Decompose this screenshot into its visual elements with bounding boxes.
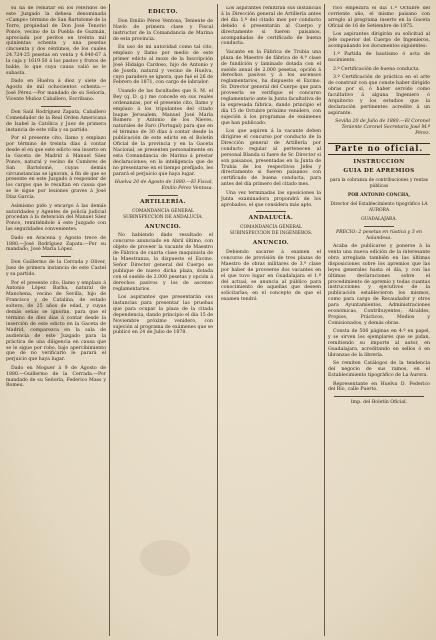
paragraph: Consta de 506 páginas en 4.º en papel, y se sirven los ejemplares que se pidan, remitiendo su importe al autor, en Guadalajara, acreditando en sellos ó en libranzas de la librería. <box>328 329 430 358</box>
section-subheading: Director del Establecimiento tipográfico LA AURORA <box>330 202 428 213</box>
separator <box>41 106 71 107</box>
paragraph: Acaba de publicarse y ponerse á la venta una nueva edición de la interesante obra arreglada también en las últimas disposiciones sobre los apremios que las leyes generales hasta el día, y con las últimas declaraciones sobre el procedimiento de apremio y todas cuantas instrucciones y ejecutivos de la publicación establecieron los mismos, como para cargo de Recaudador y otros para Ayuntamientos, Administraciones económicas, Contribuyentes, Alcaldes, Propios, Prácticos, Medios y Comisionados, y demás obras. <box>328 244 430 326</box>
column-rule <box>217 4 218 636</box>
printer-footer: Imp. del Boletín Oficial. <box>350 400 408 406</box>
paragraph: Por el presente cito, llamo y emplazo á Antonio López Barba, natural de Manchena, vecino de Sevilla, hijo de Francisco y de Catalina, de estado soltero, de 25 años de edad, y cuyas demás señas se ignoran, para que el término de diez días á contar desde la inserción de este edicto en la Gaceta de Madrid, comparezca en la sala de audiencia de este Juzgado para la práctica de una diligencia en causa que se le sigue por robo, bajo apercibimiento que de no verificarlo le parará el perjuicio que haya lugar. <box>6 280 106 363</box>
separator <box>148 195 178 196</box>
separator <box>41 256 71 257</box>
section-heading: ANDALUCÍA. <box>248 215 294 222</box>
column-4 <box>328 6 430 634</box>
signature-line: Sevilla 20 de Julio de 1880.—El Coronel Teniente Coronel Secretario José M.ª Pérez. <box>335 118 430 136</box>
column-1 <box>6 6 106 634</box>
paragraph: Asimismo pido y encargo á las demás autoridades y Agentes de policía judicial procedan á la detención del Manuel Sáez Ponce, remitiéndole á este Juzgado con las seguridades convenientes. <box>6 203 106 233</box>
separator <box>364 226 394 227</box>
paragraph: 3.º Certificación de práctica en el arte de construir con que conste haber dirigido obras por sí, ó haber servido como facultativo á alguna Ingeniero ó Arquitecto y los estudios que la declaración pertinentes acredite á un aspirante. <box>328 75 430 116</box>
section-subheading: COMANDANCIA GENERAL SUBINSPECCION DE ANDALUCÍA. <box>123 208 203 220</box>
paragraph: Representante en Huelva D. Federico del Río, calle Puerto. <box>328 381 430 393</box>
paragraph: Dado en Aracena y Agosto trece de 1880.—José Rodríguez Zapata.—Por su mandado, José María López. <box>6 235 106 253</box>
author-line: POR ANTONIO CONCHA, <box>347 193 411 199</box>
paragraph: Don Emilio Pérez Ventosa, Teniente de Navío de primera clase y Fiscal instructor de la Comandancia de Marina de esta provincia. <box>113 18 213 42</box>
paragraph: Dado en Moguer á 9 de Agosto de 1880.—Guillermo de la Cerrada.—Por mandado de su Señoría, Federico Mass y Romeu. <box>6 365 106 389</box>
section-heading: GUIA DE APREMIOS <box>343 168 415 175</box>
paragraph: su ha de rematar en los referidos de este Juzgado la dehesa denominada «Campo» término de San Bartolomé de la Torre, propiedad de Don José Tenorio Ponce, vecino de la Puebla de Guzmán, apreciada por peritos en treinta mil quinientas ochenta y una pesetas cincuenta y dos céntimos, de los cuales 24.724·25 pesetas en venta y 4.040·67 á la caja y 1619·50 á los pastos y frutos de balde, lo que cuya causa valió se le subasta. <box>6 6 106 76</box>
paragraph: Los aspirantes dirigirán su solicitud al Jefe superior del Cuerpo de Ingenieros, acompañando los documentos siguientes: <box>328 32 430 49</box>
separator <box>256 211 286 212</box>
paragraph: 1.º Partida de bautismo ó acta de nacimiento. <box>328 52 430 64</box>
paragraph: En uso de mi autoridad como tal cito, emplazo y llamo por medio de este primer edicto al mozo de la Inscripción José Hidalgo Cardoso, hijo de Antonio y de Josefa, natural y vecino de Huelva, cuyo paradero se ignora, que fué el 26 de Febrero de 1871, con cargo de labrador. <box>113 45 213 86</box>
section-subheading: COMANDANCIA GENERAL SUBINSPECCION DE INGENIEROS. <box>229 225 313 237</box>
column-rule <box>109 4 110 636</box>
section-heading: INSTRUCCION <box>353 158 405 165</box>
paragraph: Los aspirantes remitirán sus instancias á la Dirección general de Artillería antes del día 1.º del citado mes por conducto debido ó presentarán al Cuerpo y directamente si fueren paisanos, acompañadas de certificado de buena conducta. <box>221 6 321 47</box>
column-rule <box>324 4 325 636</box>
paragraph: Usando de las facultades que S. M. el Rey (q. D. g.) me concede en sus reales ordenanzas, por el presente cito, llamo y emplazo á los tripulantes del citado buque Jerusalem, Manuel José María Romero y Antonio de los Nieves, naturales de Faro (Portugal) para que en el término de 30 días á contar desde la publicación de este edicto en el Boletín Oficial de la provincia y en la Gaceta Nacional, se presenten personalmente en esta Comandancia de Marina á prestar declaraciones; en la inteligencia que de no presentarse en el tiempo prefijado, les parará el perjuicio que haya lugar. <box>113 88 213 177</box>
paragraph: Debiendo sacarse á examen el concurso de provisión de tres plazas de Maestro de obras militares de 3.ª clase por haber de proveerse dos vacantes en el que tuvo lugar en Guadalajara el 1.º del actual, se anuncia al público para conocimiento de aquellas que deseen solicitarlas; en el concepto de que el examen tendrá <box>221 250 321 303</box>
paragraph: Por el presente cito, llamo y emplazo por término de treinta días á contar desde el en que este edicto sea inserto en la Gaceta de Madrid á Manuel Sáez Ponce, natural y vecino de Cumbres de San Bartolomé, cuyas demás circunstancias se ignoran, á fin de que se presente en este Juzgado á responder de los cargos que le resultan en causa que se le sigue por lesiones graves á José Díaz García. <box>6 136 106 201</box>
paragraph: Don Guillermo de la Cerrada y Oliver, Juez de primera instancia de este Castel y su partido. <box>6 260 106 278</box>
section-subheading: GUADALAJARA. <box>361 216 397 222</box>
section-banner: Parte no oficial. <box>328 143 430 155</box>
paragraph: No habiendo dado resultado el concurso anunciado en Abril último, con objeto de proveer la vacante de Maestro de Fábrica de cuarta clase maquinista de la Maestranza, la dispuesto el Excmo. Señor Director general del Cuerpo se publique de nuevo dicha plaza, dotada con el sueldo de 2.000 pesetas y opción á derechos pasivos y los de ascenso reglamentarios. <box>113 233 213 292</box>
paragraph: Dado en Huelva á diez y siete de Agosto de mil ochocientos ochenta.— José Pérez.—Por mandado de su Señoría, Vicente Muñoz Caballero, Escribano. <box>6 79 106 103</box>
paragraph: Los que aspiren á la vacante deben dirigirse el concurso por conducto de la Dirección general de Artillería por conducto regular al pertenecen al personal Blanda si fuere de Sr. Director si son paisanos, presentadas en la Junta de Trubia de los respectivos Jefes y directamente si fueren paisanos con certificado de buena conducta, para antes del día primero del citado mes. <box>221 129 321 188</box>
paragraph: Vacante en la Fábrica de Trubia una plaza de Maestro de fábrica de 4.ª clase de fundición y laminado dotada con el sueldo anual de 2.000 pesetas, opción á derechos pasivos y á los ascensos reglamentarios, ha dispuesto el Excmo. Sr. Director general del Cuerpo que para proveerla se verifique el concurso reglamentario ante la Junta facultativa de la expresada fábrica, dando principio el día 15 de Octubre próximo venidero, con sujeción á los programas de exámenes que han publicado. <box>221 49 321 126</box>
section-heading: ARTILLERÍA. <box>140 198 186 205</box>
section-heading: ANUNCIO. <box>144 223 182 230</box>
paragraph: Una vez terminadas las oposiciones la Junta examinadora propondrá de los aprobados, el que considera más apto. <box>221 190 321 208</box>
paragraph: rico empezará el día 1.º Octubre del corriente año, el mismo paisano con arreglo al programa inserto en la Gaceta Oficial de 16 de Setiembre de 1875. <box>328 6 430 29</box>
section-heading: EDICTO. <box>148 9 178 15</box>
section-heading: ANUNCIO. <box>252 240 290 247</box>
section-subheading: para la cobranza de contribuciones y rentas públicas <box>329 178 428 190</box>
paragraph: Don Saúl Rodríguez Zapata, Caballero Comendador de la Real Orden Americana de Isabel la Católica y Juez de primera instancia de este villa y su partido. <box>6 110 106 133</box>
signature-line: Huelva 20 de Agosto de 1880.—El Fiscal, Emilio Pérez Ventosa. <box>114 179 213 191</box>
paragraph: Los aspirantes que presentarán sus instancias para presentar las pruebas que para ocupar la plaza de la citada dependencia, dando principio el día 15 de Noviembre próximo venidero, con sujeción al programa de exámenes que se publicó en 24 de Julio de 1878. <box>113 294 213 336</box>
column-3 <box>221 6 321 634</box>
column-2 <box>113 6 213 634</box>
price-line: PRECIO: 2 pesetas en rústica y 3 en holandesa. <box>335 229 423 241</box>
paragraph: 2.º Certificación de buena conducta. <box>333 66 420 72</box>
separator <box>334 396 424 397</box>
paragraph: Se remiten Catálogos de la tendencia del negocio de sus ramos, en el Establecimiento tipográfico de La Aurora. <box>328 361 430 379</box>
